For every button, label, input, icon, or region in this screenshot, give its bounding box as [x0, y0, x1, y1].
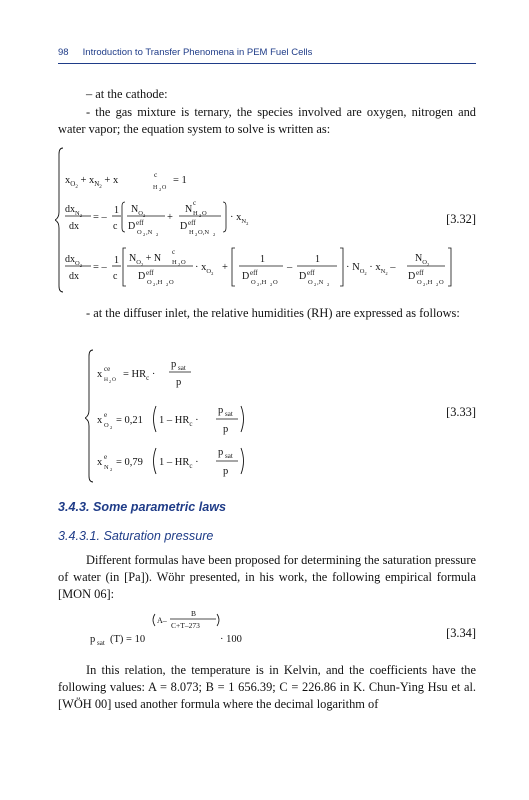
equation-system-3-32	[55, 140, 455, 300]
svg-text:c: c	[113, 221, 118, 232]
svg-text:C+T–273: C+T–273	[171, 621, 200, 630]
svg-text:H: H	[104, 377, 108, 383]
svg-text:2: 2	[178, 262, 181, 267]
book-title: Introduction to Transfer Phenomena in PEM Fuel Cells	[82, 47, 313, 58]
svg-text:c: c	[154, 170, 158, 179]
svg-text:O: O	[202, 210, 207, 217]
section-3-4-3-1-heading: 3.4.3.1. Saturation pressure	[58, 529, 214, 543]
svg-text:+: +	[222, 262, 228, 273]
svg-text:p: p	[171, 359, 177, 370]
svg-text:O: O	[162, 185, 167, 191]
svg-text:D: D	[242, 271, 250, 282]
header-rule	[58, 63, 476, 64]
svg-text:2: 2	[423, 282, 426, 287]
svg-text:eff: eff	[250, 269, 258, 277]
svg-text:· xN2: · $x_N2$	[230, 212, 249, 226]
svg-text:eff: eff	[188, 219, 196, 227]
svg-text:= HRc ·: = $HR_c$ ·	[123, 369, 156, 382]
svg-text:c: c	[193, 199, 197, 207]
equation-number-3-32: [3.32]	[446, 212, 476, 226]
coefficients-paragraph: In this relation, the temperature is in Kelvin, and the coefficients have the following values: A = 8.073; B = 1 656.39; C = 226.86 in K. Chun-Ying Hsu et al. [WÖH 00] used another formula where the decimal logarithm of	[58, 663, 476, 711]
svg-text:A–: A–	[157, 616, 167, 625]
svg-text:2: 2	[199, 213, 202, 218]
svg-text:= 0,21: = 0,21	[116, 415, 143, 426]
svg-text:2: 2	[109, 379, 111, 384]
svg-text:dx: dx	[69, 221, 79, 232]
ternary-paragraph: - the gas mixture is ternary, the species involved are oxygen, nitrogen and water vapor; the equation system to solve is written as:	[58, 105, 476, 136]
svg-text:,H: ,H	[426, 279, 433, 286]
svg-text:= –: = –	[93, 212, 107, 223]
svg-text:eff: eff	[416, 269, 424, 277]
svg-text:2: 2	[156, 232, 159, 237]
svg-text:· NO2 · xN2 –: · $N_O2 \cdot x_N2$ –	[346, 262, 396, 276]
svg-text:· xO2: · $x_O2$	[195, 262, 214, 276]
svg-text:2: 2	[195, 232, 198, 237]
cathode-intro: – at the cathode:	[86, 87, 168, 101]
svg-text:x: x	[97, 415, 103, 426]
svg-text:N: N	[104, 464, 109, 471]
equation-number-3-33: [3.33]	[446, 405, 476, 419]
svg-text:1 – HRc ·: $1 - HR_c$ ·	[159, 415, 199, 428]
svg-text:1: 1	[260, 254, 265, 265]
equation-3-34	[90, 608, 290, 652]
svg-text:,N: ,N	[317, 279, 324, 286]
svg-text:B: B	[191, 609, 197, 618]
svg-text:e: e	[104, 411, 108, 419]
diffuser-paragraph: - at the diffuser inlet, the relative humidities (RH) are expressed as follows:	[86, 306, 460, 320]
svg-text:+: +	[167, 212, 173, 223]
svg-text:· 100: · 100	[220, 634, 242, 645]
svg-text:sat: sat	[225, 452, 233, 460]
svg-text:eff: eff	[307, 269, 315, 277]
svg-text:eff: eff	[136, 219, 144, 227]
svg-text:sat: sat	[225, 410, 233, 418]
equation-system-3-33	[85, 346, 285, 488]
svg-text:eff: eff	[146, 269, 154, 277]
svg-text:p: p	[90, 634, 96, 645]
svg-text:= 0,79: = 0,79	[116, 457, 143, 468]
svg-text:H: H	[172, 259, 177, 266]
svg-text:2: 2	[110, 425, 113, 430]
running-header	[58, 47, 476, 58]
svg-text:2: 2	[143, 232, 146, 237]
svg-text:sat: sat	[97, 639, 105, 647]
svg-text:D: D	[138, 271, 146, 282]
svg-text:2: 2	[110, 467, 113, 472]
svg-text:(T) = 10: (T) = 10	[110, 634, 146, 645]
svg-text:sat: sat	[178, 364, 186, 372]
svg-text:O: O	[439, 279, 444, 286]
svg-text:O: O	[417, 279, 422, 286]
svg-text:O: O	[273, 279, 278, 286]
svg-text:NO2: $N_{O2}$	[415, 253, 430, 267]
svg-text:= 1: = 1	[173, 175, 187, 186]
svg-text:p: p	[176, 377, 182, 388]
svg-text:H: H	[193, 210, 198, 217]
svg-text:dxO2: $dx_{O2}$	[65, 254, 82, 268]
svg-text:1: 1	[315, 254, 320, 265]
svg-text:H: H	[189, 229, 194, 236]
svg-text:O: O	[308, 279, 313, 286]
svg-text:O: O	[112, 377, 116, 383]
equation-number-3-34: [3.34]	[446, 626, 476, 640]
svg-text:D: D	[128, 221, 136, 232]
svg-text:1: 1	[114, 255, 119, 266]
svg-text:H: H	[153, 185, 158, 191]
svg-text:x: x	[97, 369, 103, 380]
svg-text:2: 2	[257, 282, 260, 287]
svg-text:O: O	[104, 422, 109, 429]
svg-text:D: D	[299, 271, 307, 282]
section-3-4-3-heading: 3.4.3. Some parametric laws	[58, 500, 227, 514]
saturation-paragraph: Different formulas have been proposed for determining the saturation pressure of water (in [Pa]). Wöhr presented, in his work, the following empirical formula [MON 06]:	[58, 553, 476, 601]
svg-text:D: D	[408, 271, 416, 282]
svg-text:2: 2	[327, 282, 330, 287]
svg-text:c: c	[113, 271, 118, 282]
svg-text:N: N	[185, 204, 193, 215]
page-number: 98	[58, 47, 69, 58]
svg-text:,N: ,N	[146, 229, 153, 236]
svg-text:p: p	[223, 424, 229, 435]
svg-text:1: 1	[114, 205, 119, 216]
svg-text:dx: dx	[69, 271, 79, 282]
svg-text:1 – HRc ·: $1 - HR_c$ ·	[159, 457, 199, 470]
svg-text:2: 2	[270, 282, 273, 287]
svg-text:O: O	[169, 279, 174, 286]
svg-text:ce: ce	[104, 365, 111, 373]
svg-text:NO2: $N_{O2}$	[131, 204, 146, 218]
svg-text:O,N: O,N	[198, 229, 210, 236]
svg-text:O: O	[251, 279, 256, 286]
svg-text:xO2 + xN2 + x: $x_O2 + x_N2 + x$	[65, 175, 119, 190]
svg-text:2: 2	[314, 282, 317, 287]
svg-text:,H: ,H	[260, 279, 267, 286]
svg-text:p: p	[218, 405, 224, 416]
svg-text:O: O	[181, 259, 186, 266]
svg-text:p: p	[223, 466, 229, 477]
svg-text:2: 2	[436, 282, 439, 287]
svg-text:x: x	[97, 457, 103, 468]
svg-text:NO2 + N: $N_{O2} + N$	[129, 253, 162, 267]
svg-text:,H: ,H	[156, 279, 163, 286]
svg-text:dxN2: $dx_{N2}$	[65, 204, 82, 218]
svg-text:c: c	[172, 248, 176, 256]
svg-text:–: –	[287, 262, 293, 273]
svg-text:D: D	[180, 221, 188, 232]
svg-text:O: O	[137, 229, 142, 236]
svg-text:O: O	[147, 279, 152, 286]
svg-text:2: 2	[159, 187, 162, 192]
svg-text:= –: = –	[93, 262, 107, 273]
svg-text:2: 2	[166, 282, 169, 287]
svg-text:2: 2	[213, 232, 216, 237]
svg-text:e: e	[104, 453, 108, 461]
svg-text:p: p	[218, 447, 224, 458]
svg-text:2: 2	[153, 282, 156, 287]
